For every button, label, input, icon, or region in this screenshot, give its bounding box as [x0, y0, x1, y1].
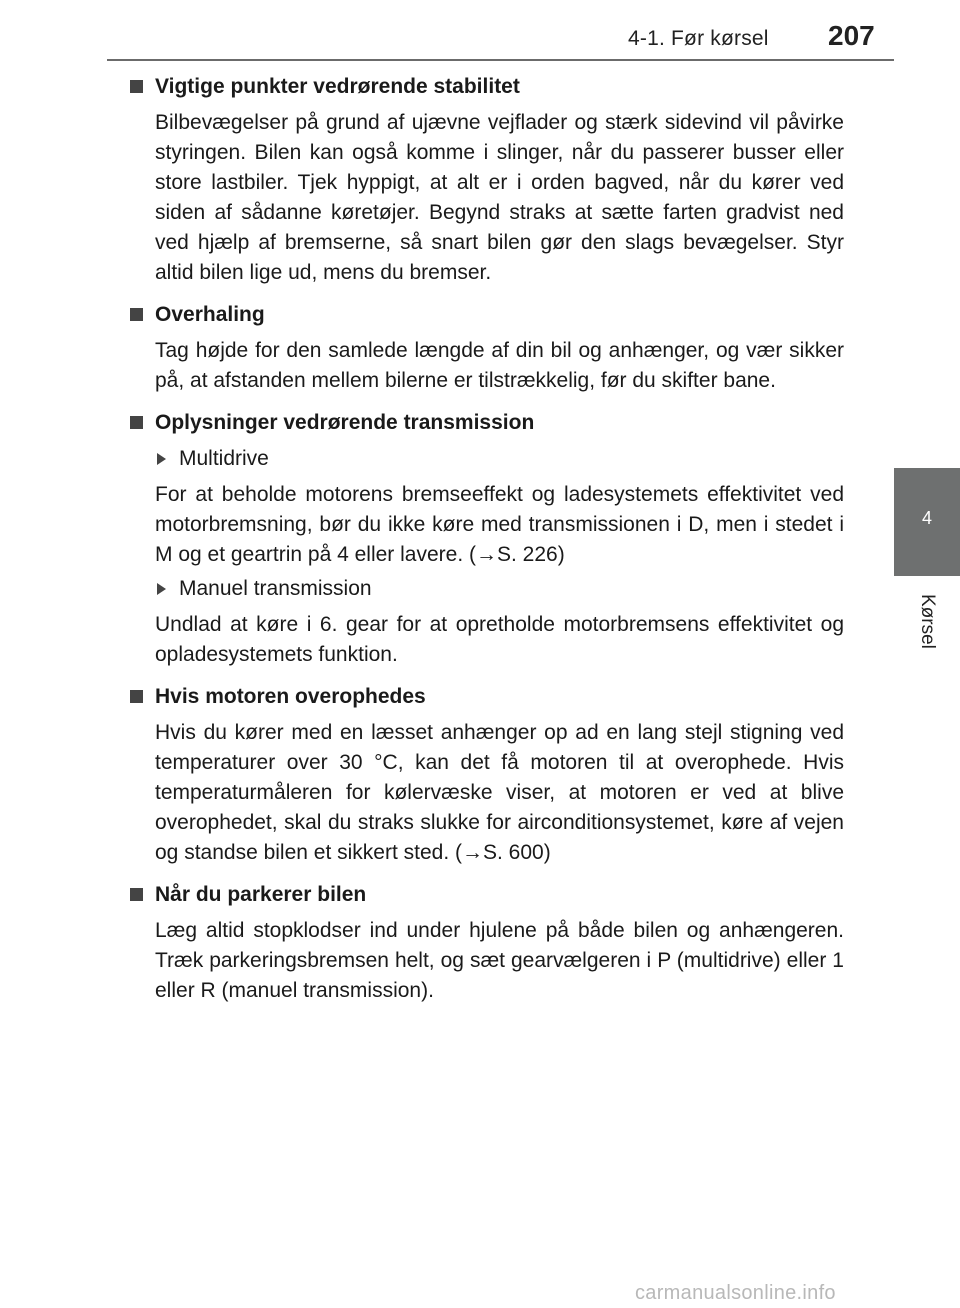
- section-overheating: [130, 682, 844, 868]
- square-bullet-icon: [130, 690, 143, 703]
- chapter-label: [894, 576, 960, 686]
- chapter-label-text: Kørsel: [917, 594, 938, 649]
- header-divider: [107, 59, 894, 61]
- section-paragraph: Tag højde for den samlede længde af din bil og anhænger, og vær sikker på, at afstanden mellem bilerne er tilstrækkelig, før du skifter bane.: [155, 339, 844, 392]
- section-paragraph: Undlad at køre i 6. gear for at opretholde motorbremsens effektivitet og opladesystemets funktion.: [155, 613, 844, 666]
- section-heading-text: Når du parkerer bilen: [155, 883, 367, 906]
- section-heading: [130, 682, 844, 712]
- chapter-tab-number: 4: [921, 508, 932, 528]
- page-content: [130, 72, 844, 1018]
- subheading-multidrive: [155, 444, 844, 474]
- square-bullet-icon: [130, 416, 143, 429]
- section-paragraph: For at beholde motorens bremseeffekt og ladesystemets effektivitet ved motorbremsning, bør du ikke køre med transmissionen i D, men i stedet i M og et geartrin på 4 eller lavere. (→S. 226): [155, 483, 844, 566]
- section-heading-text: Hvis motoren overophedes: [155, 685, 426, 708]
- triangle-bullet-icon: [157, 583, 166, 595]
- section-heading: [130, 408, 844, 438]
- section-overtaking: [130, 300, 844, 396]
- section-transmission: [130, 408, 844, 670]
- section-heading: [130, 880, 844, 910]
- subheading-text: Multidrive: [179, 447, 269, 470]
- section-paragraph: Hvis du kører med en læsset anhænger op ad en lang stejl stigning ved temperaturer over 30 °C, kan det få motoren til at overophede. Hvis temperaturmåleren for kølervæske viser, at motoren er ved at blive overophedet, skal du straks slukke for airconditionsystemet, køre af vejen og standse bilen et sikkert sted. (→S. 600): [155, 721, 844, 864]
- page-number: 207: [828, 20, 875, 51]
- section-parking: [130, 880, 844, 1006]
- subheading-manual: [155, 574, 844, 604]
- triangle-bullet-icon: [157, 453, 166, 465]
- subheading-text: Manuel transmission: [179, 577, 372, 600]
- section-heading: [130, 300, 844, 330]
- section-heading-text: Oplysninger vedrørende transmission: [155, 411, 535, 434]
- square-bullet-icon: [130, 308, 143, 321]
- section-stability: [130, 72, 844, 288]
- section-heading-text: Vigtige punkter vedrørende stabilitet: [155, 75, 520, 98]
- section-paragraph: Bilbevægelser på grund af ujævne vejflader og stærk sidevind vil påvirke styringen. Bilen kan også komme i slinger, når du passerer busser eller store lastbiler. Tjek hyppigt, at alt er i orden bagved, når du kører ved siden af sådanne køretøjer. Begynd straks at sætte farten gradvist ned ved hjælp af bremserne, så snart bilen gør den slags bevægelser. Styr altid bilen lige ud, mens du bremser.: [155, 111, 844, 284]
- chapter-tab: [894, 468, 960, 576]
- square-bullet-icon: [130, 888, 143, 901]
- section-paragraph: Læg altid stopklodser ind under hjulene på både bilen og anhængeren. Træk parkeringsbremsen helt, og sæt gearvælgeren i P (multidrive) eller 1 eller R (manuel transmission).: [155, 919, 844, 1002]
- section-heading-text: Overhaling: [155, 303, 265, 326]
- watermark: carmanualsonline.info: [635, 1282, 836, 1304]
- section-heading: [130, 72, 844, 102]
- page-header: [0, 0, 960, 60]
- square-bullet-icon: [130, 80, 143, 93]
- header-section-title: 4-1. Før kørsel: [628, 27, 769, 50]
